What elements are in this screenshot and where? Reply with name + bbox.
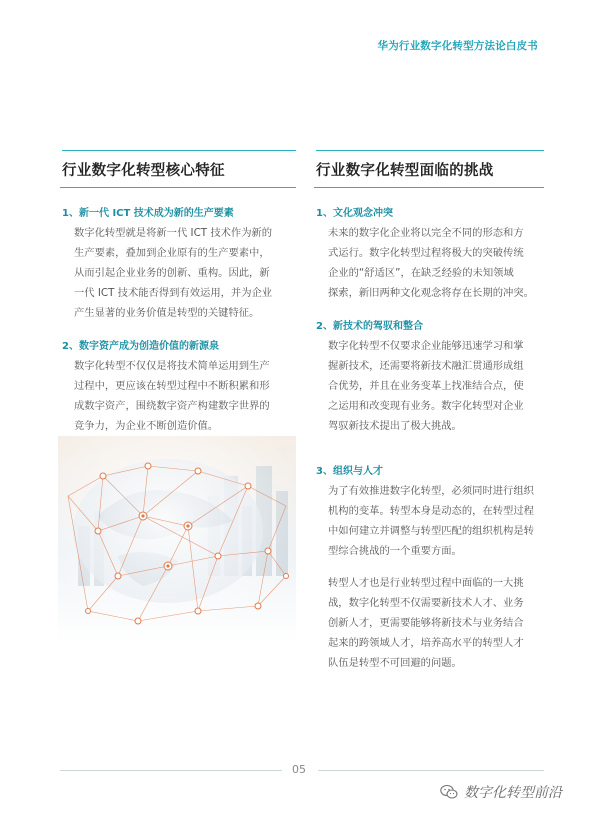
right-item-2 — [314, 317, 544, 436]
text-line: 成数字资产，围绕数字资产构建数字世界的 — [74, 400, 270, 412]
text-line: 未来的数字化企业将以完全不同的形态和方 — [328, 227, 524, 239]
text-line: 从而引起企业业务的创新、重构。因此，新 — [74, 267, 270, 279]
right-section-title-text: 行业数字化转型面临的挑战 — [316, 163, 494, 179]
left-item-2-heading: 2、数字资产成为创造价值的新源泉 — [62, 341, 219, 352]
text-line: 竞争力，为企业不断创造价值。 — [74, 420, 219, 432]
right-item-3-text-2 — [328, 573, 544, 673]
globe-network-graphic — [58, 436, 296, 642]
text-line: 为了有效推进数字化转型，必须同时进行组织 — [328, 485, 534, 497]
right-item-2-heading: 2、新技术的驾驭和整合 — [316, 321, 423, 332]
text-line: 企业的“舒适区”，在缺乏经验的未知领域 — [328, 267, 514, 279]
text-line: 过程中，更应该在转型过程中不断积累和形 — [74, 380, 270, 392]
text-line: 机构的变革。转型本身是动态的，在转型过程 — [328, 505, 534, 517]
text-line: 产生显著的业务价值是转型的关键特征。 — [74, 307, 260, 319]
text-line: 数字化转型不仅要求企业能够迅速学习和掌 — [328, 340, 524, 352]
text-line: 转型人才也是行业转型过程中面临的一大挑 — [328, 577, 524, 589]
text-line: 之运用和改变现有业务。数字化转型对企业 — [328, 400, 524, 412]
text-line: 一代 ICT 技术能否得到有效运用，并为企业 — [74, 287, 273, 299]
left-item-1-text — [74, 223, 296, 323]
right-item-3 — [314, 462, 544, 673]
text-line: 探索，新旧两种文化观念将存在长期的冲突。 — [328, 287, 534, 299]
right-column — [314, 150, 544, 673]
right-item-1-heading: 1、文化观念冲突 — [316, 208, 393, 219]
wechat-icon — [440, 784, 458, 800]
text-line: 驾驭新技术提出了极大挑战。 — [328, 420, 462, 432]
left-item-1 — [60, 204, 296, 323]
left-section-title-text: 行业数字化转型核心特征 — [62, 163, 225, 179]
right-item-3-heading: 3、组织与人才 — [316, 466, 383, 477]
right-item-3-text-1 — [328, 481, 544, 561]
text-line: 合优势，并且在业务变革上找准结合点，使 — [328, 380, 524, 392]
title-top-rule — [62, 150, 296, 151]
footer-rule-right — [318, 770, 544, 771]
text-line: 生产要素，叠加到企业原有的生产要素中， — [74, 247, 270, 259]
left-item-2 — [60, 337, 296, 436]
right-item-1-text — [328, 223, 544, 303]
page-number: 05 — [288, 763, 310, 776]
text-line: 型综合挑战的一个重要方面。 — [328, 545, 462, 557]
left-item-1-heading: 1、新一代 ICT 技术成为新的生产要素 — [62, 208, 234, 219]
right-item-2-text — [328, 336, 544, 436]
left-item-2-text — [74, 356, 296, 436]
left-section-title — [60, 150, 296, 188]
text-line: 队伍是转型不可回避的问题。 — [328, 657, 462, 669]
text-line: 数字化转型就是将新一代 ICT 技术作为新的 — [74, 227, 273, 239]
text-line: 数字化转型不仅仅是将技术简单运用到生产 — [74, 360, 270, 372]
title-top-rule — [316, 150, 544, 151]
left-column — [60, 150, 296, 436]
text-line: 起来的跨领域人才，培养高水平的转型人才 — [328, 637, 524, 649]
watermark-text: 数字化转型前沿 — [464, 785, 562, 801]
right-item-1 — [314, 204, 544, 303]
document-header-title: 华为行业数字化转型方法论白皮书 — [377, 40, 538, 52]
text-line: 战，数字化转型不仅需要新技术人才、业务 — [328, 597, 524, 609]
text-line: 中如何建立并调整与转型匹配的组织机构是转 — [328, 525, 534, 537]
text-line: 式运行。数字化转型过程将极大的突破传统 — [328, 247, 524, 259]
text-line: 创新人才，更需要能够将新技术与业务结合 — [328, 617, 524, 629]
network-globe-illustration — [58, 436, 296, 642]
right-section-title — [314, 150, 544, 188]
wechat-watermark — [440, 782, 562, 802]
text-line: 握新技术，还需要将新技术融汇贯通形成组 — [328, 360, 524, 372]
footer-rule-left — [60, 770, 282, 771]
